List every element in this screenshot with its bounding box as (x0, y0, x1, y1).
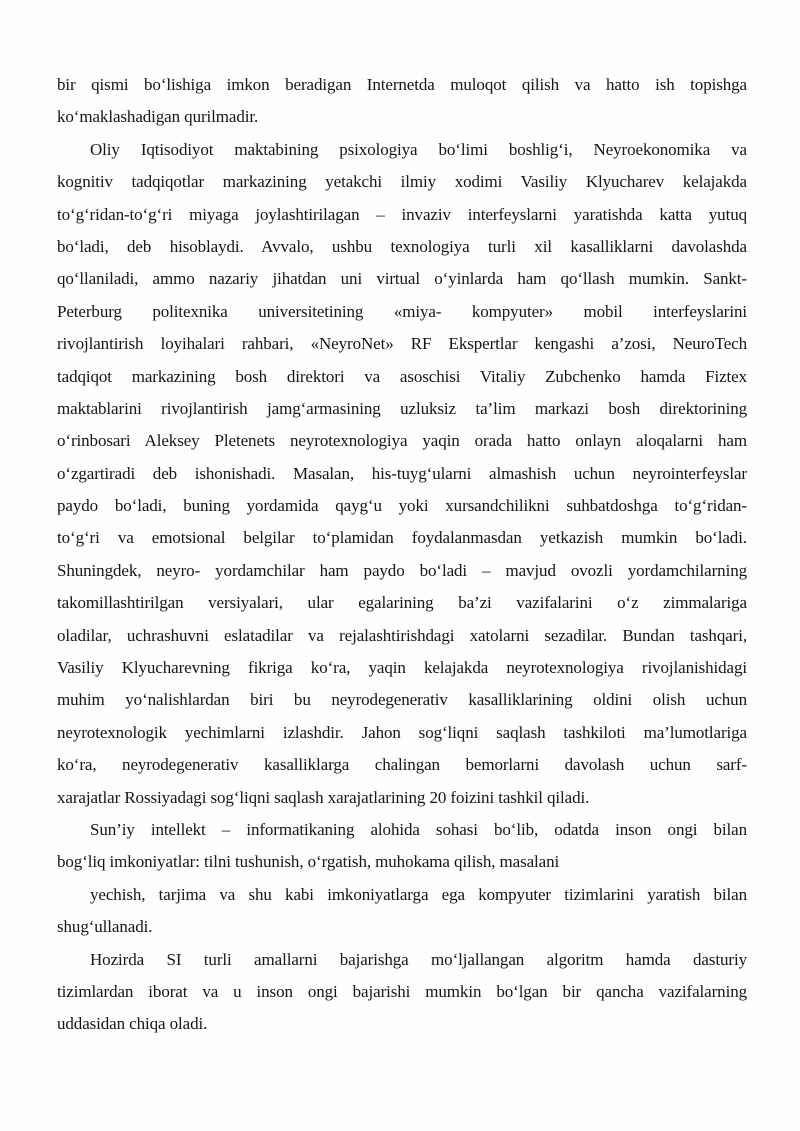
text-line: toʻgʻridan-toʻgʻri miyaga joylashtirilagan – invaziv interfeyslarni yaratishda katta yutuq (57, 204, 747, 224)
text-line: oʻrinbosari Aleksey Pletenets neyrotexnologiya yaqin orada hatto onlayn aloqalarni ham (57, 431, 747, 451)
text-line: qoʻllaniladi, ammo nazariy jihatdan uni virtual oʻyinlarda ham qoʻllash mumkin. Sankt- (57, 269, 747, 289)
paragraph (57, 879, 747, 944)
text-line: koʻmaklashadigan qurilmadir. (57, 107, 259, 127)
text-line: muhim yoʻnalishlardan biri bu neyrodegenerativ kasalliklarining oldini olish uchun (57, 690, 747, 710)
text-line: takomillashtirilgan versiyalari, ular egalarining ba’zi vazifalarini oʻz zimmalariga (57, 593, 747, 613)
text-line: yechish, tarjima va shu kabi imkoniyatlarga ega kompyuter tizimlarini yaratish bilan (90, 884, 747, 904)
text-line: tadqiqot markazining bosh direktori va asoschisi Vitaliy Zubchenko hamda Fiztex (57, 366, 747, 386)
text-line: xarajatlar Rossiyadagi sogʻliqni saqlash xarajatlarining 20 foizini tashkil qiladi. (57, 787, 590, 807)
text-line: Shuningdek, neyro- yordamchilar ham paydo boʻladi – mavjud ovozli yordamchilarning (57, 560, 747, 580)
text-line: paydo boʻladi, buning yordamida qaygʻu yoki xursandchilikni suhbatdoshga toʻgʻridan- (57, 496, 747, 516)
text-line: Oliy Iqtisodiyot maktabining psixologiya boʻlimi boshligʻi, Neyroekonomika va (90, 139, 747, 159)
text-line: maktablarini rivojlantirish jamgʻarmasining uzluksiz ta’lim markazi bosh direktorining (57, 398, 747, 418)
text-line: kognitiv tadqiqotlar markazining yetakchi ilmiy xodimi Vasiliy Klyucharev kelajakda (57, 172, 747, 192)
text-line: boʻladi, deb hisoblaydi. Avvalo, ushbu texnologiya turli xil kasalliklarni davolashda (57, 236, 747, 256)
text-line: rivojlantirish loyihalari rahbari, «NeyroNet» RF Ekspertlar kengashi a’zosi, NeuroTech (57, 334, 747, 354)
text-line: Hozirda SI turli amallarni bajarishga moʻljallangan algoritm hamda dasturiy (90, 949, 747, 969)
text-line: Vasiliy Klyucharevning fikriga koʻra, yaqin kelajakda neyrotexnologiya rivojlanishidagi (57, 658, 747, 678)
paragraph (57, 69, 747, 134)
text-block (57, 69, 747, 1041)
text-line: koʻra, neyrodegenerativ kasalliklarga chalingan bemorlarni davolash uchun sarf- (57, 755, 747, 775)
text-line: Peterburg politexnika universitetining «miya- kompyuter» mobil interfeyslarini (57, 301, 747, 321)
text-line: Sun’iy intellekt – informatikaning alohida sohasi boʻlib, odatda inson ongi bilan (90, 819, 747, 839)
text-line: neyrotexnologik yechimlarni izlashdir. Jahon sogʻliqni saqlash tashkiloti ma’lumotlariga (57, 722, 747, 742)
text-line: toʻgʻri va emotsional belgilar toʻplamidan foydalanmasdan yetkazish mumkin boʻladi. (57, 528, 747, 548)
text-line: oʻzgartiradi deb ishonishadi. Masalan, his-tuygʻularni almashish uchun neyrointerfeyslar (57, 463, 747, 483)
text-line: uddasidan chiqa oladi. (57, 1014, 208, 1034)
paragraph (57, 814, 747, 879)
text-line: bir qismi boʻlishiga imkon beradigan Internetda muloqot qilish va hatto ish topishga (57, 75, 747, 94)
paragraph (57, 944, 747, 1041)
paragraph (57, 134, 747, 814)
text-line: bogʻliq imkoniyatlar: tilni tushunish, oʻrgatish, muhokama qilish, masalani (57, 852, 560, 872)
text-line: oladilar, uchrashuvni eslatadilar va rejalashtirishdagi xatolarni sezadilar. Bundan tashqari, (57, 625, 747, 645)
text-line: tizimlardan iborat va u inson ongi bajarishi mumkin boʻlgan bir qancha vazifalarning (57, 981, 747, 1001)
text-line: shugʻullanadi. (57, 917, 153, 937)
